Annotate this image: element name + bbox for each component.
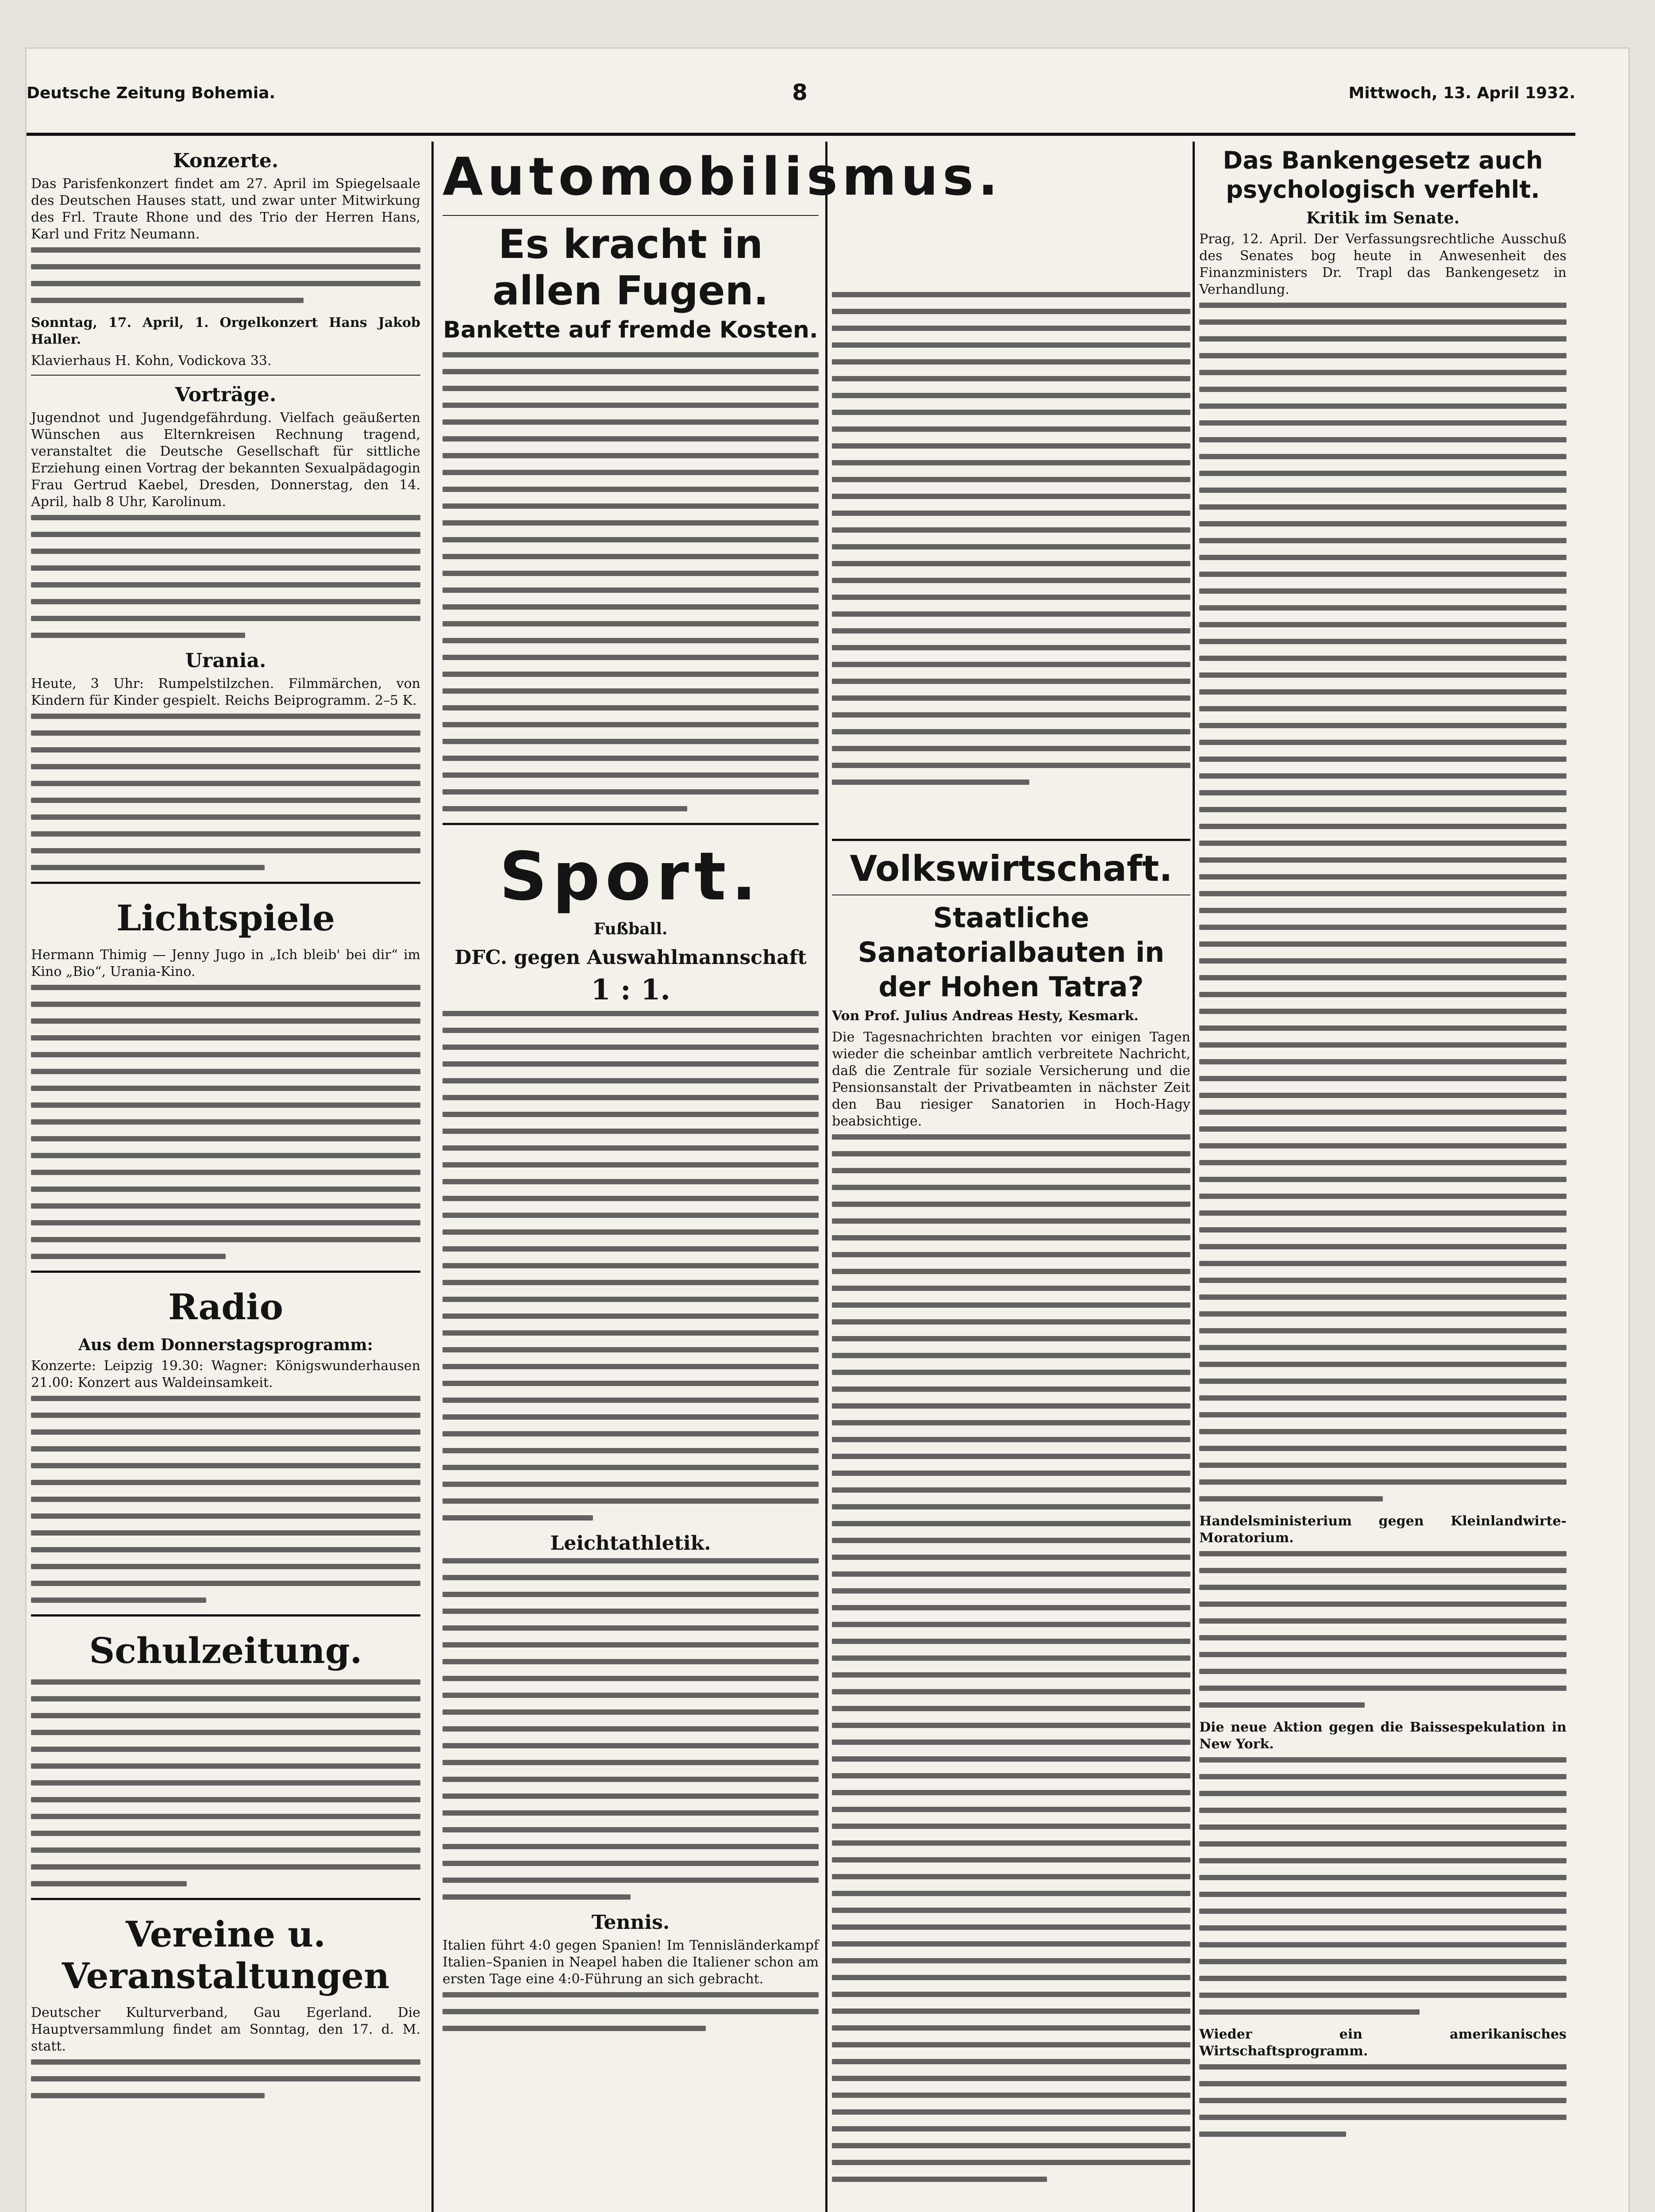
text-block: [31, 985, 420, 1259]
lichtspiele-text: Hermann Thimig — Jenny Jugo in „Ich bleib' bei dir“ im Kino „Bio“, Urania-Kino.: [31, 947, 420, 979]
leichtathletik-heading: Leichtathletik.: [550, 1532, 711, 1555]
urania-heading: Urania.: [185, 649, 266, 672]
sanatorial-headline: Staatliche Sanatorialbauten in der Hohen Tatra?: [858, 902, 1165, 1003]
new-york-heading: Die neue Aktion gegen die Baissespekulation in New York.: [1199, 1720, 1566, 1752]
text-block: [443, 1992, 819, 2031]
text-block: [443, 1011, 819, 1521]
column-3-top: [832, 292, 1190, 814]
konzerte-heading: Konzerte.: [173, 150, 279, 172]
fussball-heading: Fußball.: [593, 920, 668, 938]
bankengesetz-text: Prag, 12. April. Der Verfassungsrechtliche Ausschuß des Senates bog heute in Anwesenheit des Finanzministers Dr. Trapl das Bankengesetz in Verhandlung.: [1199, 231, 1566, 297]
divider: [443, 215, 819, 216]
text-block: [31, 1396, 420, 1603]
text-block: [31, 515, 420, 638]
text-block: [31, 714, 420, 870]
urania-text: Heute, 3 Uhr: Rumpelstilzchen. Filmmärchen, von Kindern für Kinder gespielt. Reichs Beiprogramm. 2–5 K.: [31, 676, 420, 708]
match-heading: DFC. gegen Auswahlmannschaft: [454, 946, 807, 969]
match-score: 1 : 1.: [591, 973, 670, 1006]
page-number: 8: [792, 80, 808, 105]
automobilismus-heading: Automobilismus.: [443, 146, 1002, 207]
text-block: [832, 292, 1190, 785]
klavierhaus: Klavierhaus H. Kohn, Vodickova 33.: [31, 353, 272, 369]
vereine-heading: Vereine u. Veranstaltungen: [62, 1913, 390, 1997]
text-block: [832, 1134, 1190, 2182]
auto-subheadline: Bankette auf fremde Kosten.: [443, 317, 818, 343]
text-block: [443, 1558, 819, 1900]
schulzeitung-heading: Schulzeitung.: [89, 1630, 362, 1671]
text-block: [443, 352, 819, 811]
lichtspiele-heading: Lichtspiele: [116, 897, 335, 939]
radio-text: Konzerte: Leipzig 19.30: Wagner: Königswunderhausen 21.00: Konzert aus Waldeinsamkeit.: [31, 1358, 420, 1390]
divider: [31, 375, 420, 376]
text-block: [1199, 1551, 1566, 1708]
header-rule: [27, 133, 1575, 136]
radio-heading: Radio: [168, 1286, 283, 1328]
konzerte-text: Das Parisfenkonzert findet am 27. April im Spiegelsaale des Deutschen Hauses statt, und zwar unter Mitwirkung des Frl. Traute Rhone und des Trio der Herren Hans, Karl und Fritz Neumann.: [31, 176, 420, 242]
konzerte-sonntag: Sonntag, 17. April, 1. Orgelkonzert Hans Jakob Haller.: [31, 315, 420, 347]
article-author: Von Prof. Julius Andreas Hesty, Kesmark.: [832, 1008, 1139, 1024]
divider: [31, 1898, 420, 1900]
auto-headline: Es kracht in allen Fugen.: [493, 221, 769, 314]
column-1: [31, 142, 420, 2212]
kritik-subheading: Kritik im Senate.: [1306, 209, 1460, 227]
amerikanisch-heading: Wieder ein amerikanisches Wirtschaftsprogramm.: [1199, 2027, 1566, 2059]
radio-program-heading: Aus dem Donnerstagsprogramm:: [78, 1336, 373, 1354]
masthead-left: Deutsche Zeitung Bohemia.: [27, 84, 276, 102]
column-rule: [1193, 142, 1195, 2212]
vortraege-text: Jugendnot und Jugendgefährdung. Vielfach geäußerten Wünschen aus Elternkreisen Rechnung tragend, veranstaltet die Deutsche Gesellschaft für sittliche Erziehung einen Vortrag der bekannten Sexualpädagogin Frau Gertrud Kaebel, Dresden, Donnerstag, den 14. April, halb 8 Uhr, Karolinum.: [31, 410, 420, 510]
divider: [31, 1271, 420, 1273]
tennis-heading: Tennis.: [591, 1911, 670, 1934]
text-block: [31, 1679, 420, 1886]
column-3: [832, 832, 1190, 2212]
bankengesetz-headline: Das Bankengesetz auch psychologisch verfehlt.: [1223, 146, 1543, 204]
divider: [31, 882, 420, 884]
page-header: [27, 66, 1575, 119]
text-block: [1199, 1757, 1566, 2015]
divider: [31, 1614, 420, 1617]
sanatorial-text: Die Tagesnachrichten brachten vor einigen Tagen wieder die scheinbar amtlich verbreitete Nachricht, daß die Zentrale für soziale Versicherung und die Pensionsanstalt der Privatbeamten in nächster Zeit den Bau riesiger Sanatorien in Hoch-Hagy beabsichtige.: [832, 1029, 1190, 1129]
text-block: [31, 247, 420, 303]
column-rule: [431, 142, 434, 2212]
column-4: [1199, 142, 1566, 2212]
handelsministerium-heading: Handelsministerium gegen Kleinlandwirte-Moratorium.: [1199, 1513, 1566, 1546]
sport-heading: Sport.: [499, 838, 762, 915]
divider: [443, 823, 819, 825]
volkswirtschaft-heading: Volkswirtschaft.: [850, 848, 1173, 889]
text-block: [1199, 303, 1566, 1502]
tennis-text: Italien führt 4:0 gegen Spanien! Im Tennisländerkampf Italien–Spanien in Neapel haben die Italiener schon am ersten Tage eine 4:0-Führung an sich gebracht.: [443, 1938, 819, 1987]
vereine-text: Deutscher Kulturverband, Gau Egerland. Die Hauptversammlung findet am Sonntag, den 17. d. M. statt.: [31, 2005, 420, 2054]
column-rule: [825, 142, 828, 2212]
text-block: [31, 2059, 420, 2098]
divider: [832, 839, 1190, 841]
text-block: [1199, 2064, 1566, 2137]
vortraege-heading: Vorträge.: [175, 384, 277, 406]
issue-date: Mittwoch, 13. April 1932.: [1348, 84, 1575, 102]
